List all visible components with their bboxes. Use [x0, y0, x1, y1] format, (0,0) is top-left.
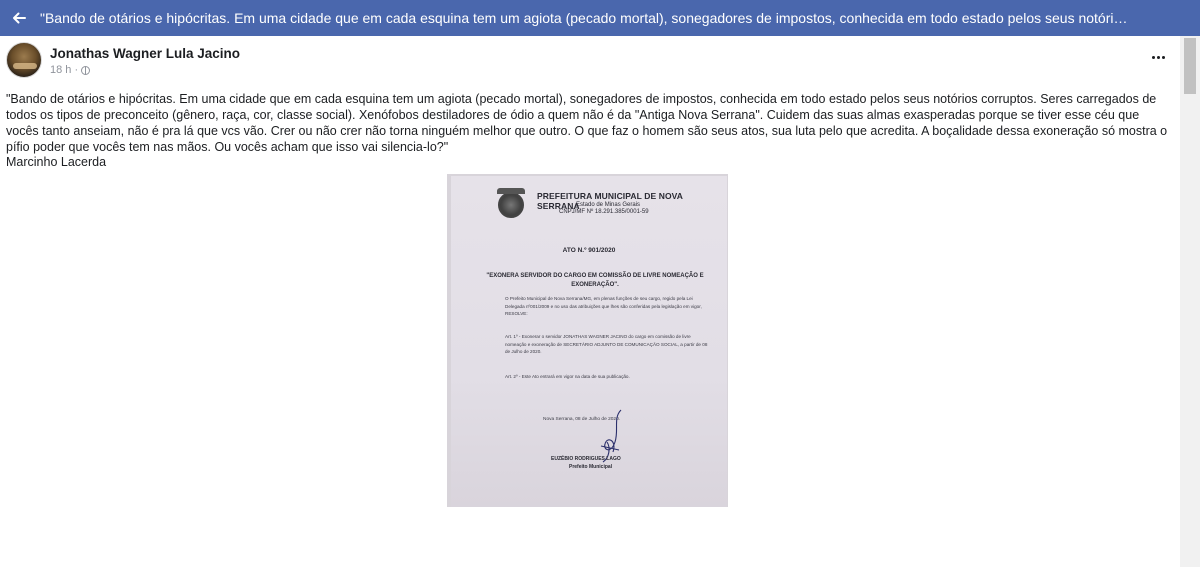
page-title: "Bando de otários e hipócritas. Em uma cidade que em cada esquina tem um agiota (pecado mortal), sonegadores de impostos, conhecida em todo estado pelos seus notóri…: [40, 10, 1128, 26]
top-bar: [0, 0, 1200, 36]
doc-paragraph-3: Art. 2º - Este Ato entrará em vigor na data de sua publicação.: [505, 374, 630, 379]
doc-header-state: Estado de Minas Gerais: [576, 202, 641, 208]
doc-place-date: Nova Serrana, 08 de Julho de 2020.: [543, 417, 621, 422]
doc-header-cnpj: CNPJ/MF Nº 18.291.385/0001-59: [559, 209, 649, 215]
doc-header-title: PREFEITURA MUNICIPAL DE NOVA SERRANA: [537, 191, 683, 211]
document-photo[interactable]: [447, 174, 728, 507]
scroll-thumb[interactable]: [1184, 38, 1196, 94]
more-dot: [1152, 56, 1155, 59]
doc-paragraph-1: O Prefeito Municipal de Nova Serrana/MG, em plenas funções de seu cargo, regido pela Lei Delegada nº001/2009 e no uso das atribuições que lhes são conferidas pela legislação em vigor, RESOLVE:: [505, 296, 702, 316]
coat-of-arms-icon: [498, 192, 524, 218]
post-signature: Marcinho Lacerda: [6, 155, 107, 169]
back-arrow-icon[interactable]: [2, 0, 36, 36]
doc-subject: "EXONERA SERVIDOR DO CARGO EM COMISSÃO DE LIVRE NOMEAÇÃO E EXONERAÇÃO".: [486, 273, 704, 288]
globe-icon: [81, 66, 90, 75]
post-text: "Bando de otários e hipócritas. Em uma cidade que em cada esquina tem um agiota (pecado mortal), sonegadores de impostos, conhecida em todo estado pelos seus notórios corruptos. Seres carregados de todos os tipos de preconceito (gênero, raça, cor, classe social). Xenófobos destiladores de ódio a quem não é da "Antiga Nova Serrana". Cuidem das suas almas exasperadas porque se tiver esse céu que vocês tanto anseiam, não é pra lá que vcs vão. Crer ou não crer não torna ninguém melhor que outro. O que faz o homem são seus atos, sua luta pelo que acredita. A boçalidade dessa exoneração só mostra o pífio poder que vocês tem nas mãos. Ou vocês acham que isso vai silencia-lo?": [6, 92, 1168, 154]
document-paper: [451, 176, 727, 507]
back-arrow-icon-svg: [12, 11, 26, 25]
doc-act-number: ATO N.º 901/2020: [562, 247, 616, 254]
avatar[interactable]: [6, 42, 42, 78]
doc-signer-role: Prefeito Municipal: [569, 464, 613, 470]
post-header: [6, 42, 240, 78]
author-name[interactable]: Jonathas Wagner Lula Jacino: [50, 46, 241, 61]
more-dot: [1157, 56, 1160, 59]
author-block: [50, 46, 240, 76]
doc-signer-name: EUZÉBIO RODRIGUES LAGO: [551, 456, 621, 462]
post-time[interactable]: 18 h ·: [50, 64, 79, 76]
more-options-icon[interactable]: [1147, 50, 1169, 64]
scrollbar[interactable]: [1180, 36, 1200, 567]
doc-paragraph-2: Art. 1º - Exonerar o servidor JONATHAS WAGNER JACINO do cargo em comissão de livre nomeação e exoneração de SECRETÁRIO ADJUNTO DE COMUNICAÇÃO SOCIAL, a partir de 08 de Julho de 2020.: [505, 334, 708, 354]
more-dot: [1162, 56, 1165, 59]
post-meta: [50, 64, 240, 76]
